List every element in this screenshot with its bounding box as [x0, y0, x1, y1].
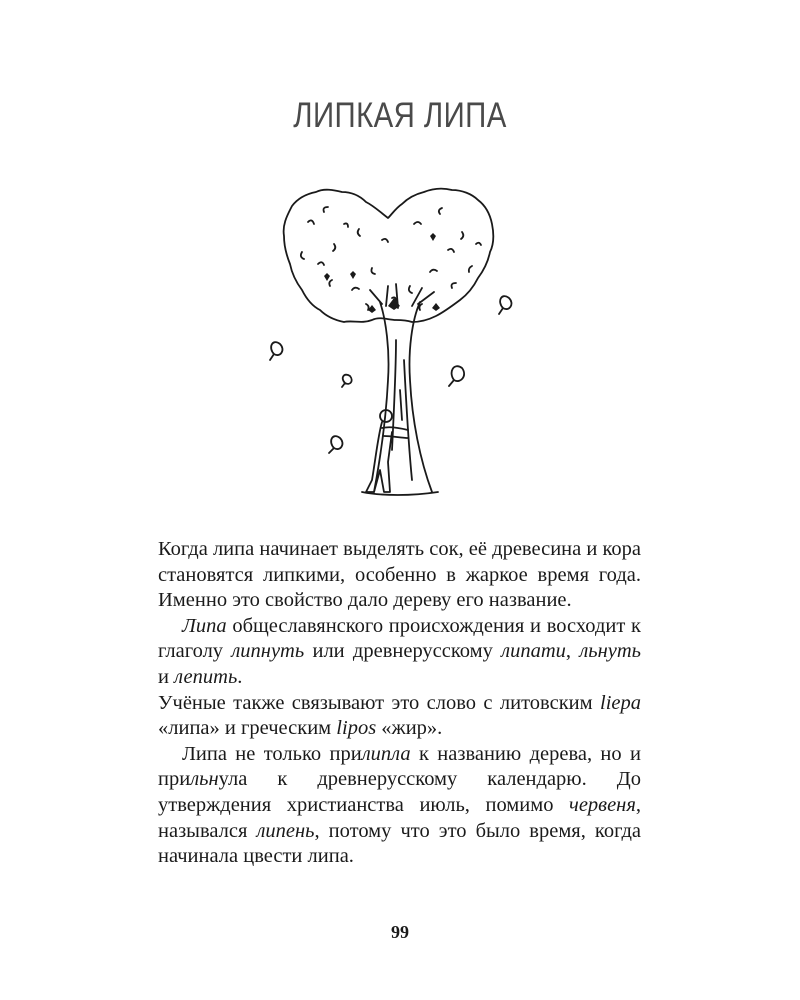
- italic-word: лепить: [174, 665, 238, 688]
- tree-icon: [262, 180, 542, 505]
- text-run: Когда липа начинает выделять сок, её древесина и кора становятся липкими, особенно в жаркое время года. Именно это свойство дало дереву его название.: [158, 538, 641, 612]
- text-run: , потому что это было время, когда начинала цвести липа.: [158, 819, 642, 868]
- text-run: .: [237, 665, 243, 688]
- page-number: 99: [391, 922, 409, 942]
- italic-word: lipos: [336, 717, 377, 740]
- italic-word: липла: [361, 742, 411, 765]
- text-run: Липа не только при: [182, 742, 362, 765]
- text-run: , назывался: [158, 793, 641, 842]
- paragraph-3: [158, 691, 641, 742]
- italic-word: липнуть: [231, 640, 305, 663]
- text-run: ,: [565, 640, 580, 663]
- text-run: общеславянского происхождения и восходит к глаголу: [158, 614, 641, 663]
- tree-illustration: [262, 180, 542, 505]
- italic-word: liepa: [600, 691, 641, 714]
- italic-word: льн: [190, 768, 219, 791]
- italic-word: червеня: [569, 793, 636, 816]
- paragraph-2: [158, 614, 641, 691]
- italic-word: Липа: [182, 614, 227, 637]
- text-run: «липа» и греческим: [158, 717, 337, 740]
- italic-word: липати: [501, 640, 566, 663]
- paragraph-4: [158, 742, 641, 870]
- text-run: к названию дерева, но и при: [158, 742, 641, 791]
- text-run: ула к древнерусскому календарю. До утверждения христианства июль, помимо: [158, 768, 641, 816]
- italic-word: льнуть: [579, 640, 641, 663]
- text-run: или древнерусскому: [304, 640, 502, 663]
- paragraph-1: [158, 537, 641, 614]
- body-text: [158, 537, 641, 870]
- text-run: и: [158, 665, 175, 688]
- text-run: Учёные также связывают это слово с литовским: [158, 691, 600, 714]
- italic-word: липень: [256, 819, 315, 842]
- page-title: ЛИПКАЯ ЛИПА: [293, 96, 507, 135]
- text-run: «жир».: [376, 717, 443, 740]
